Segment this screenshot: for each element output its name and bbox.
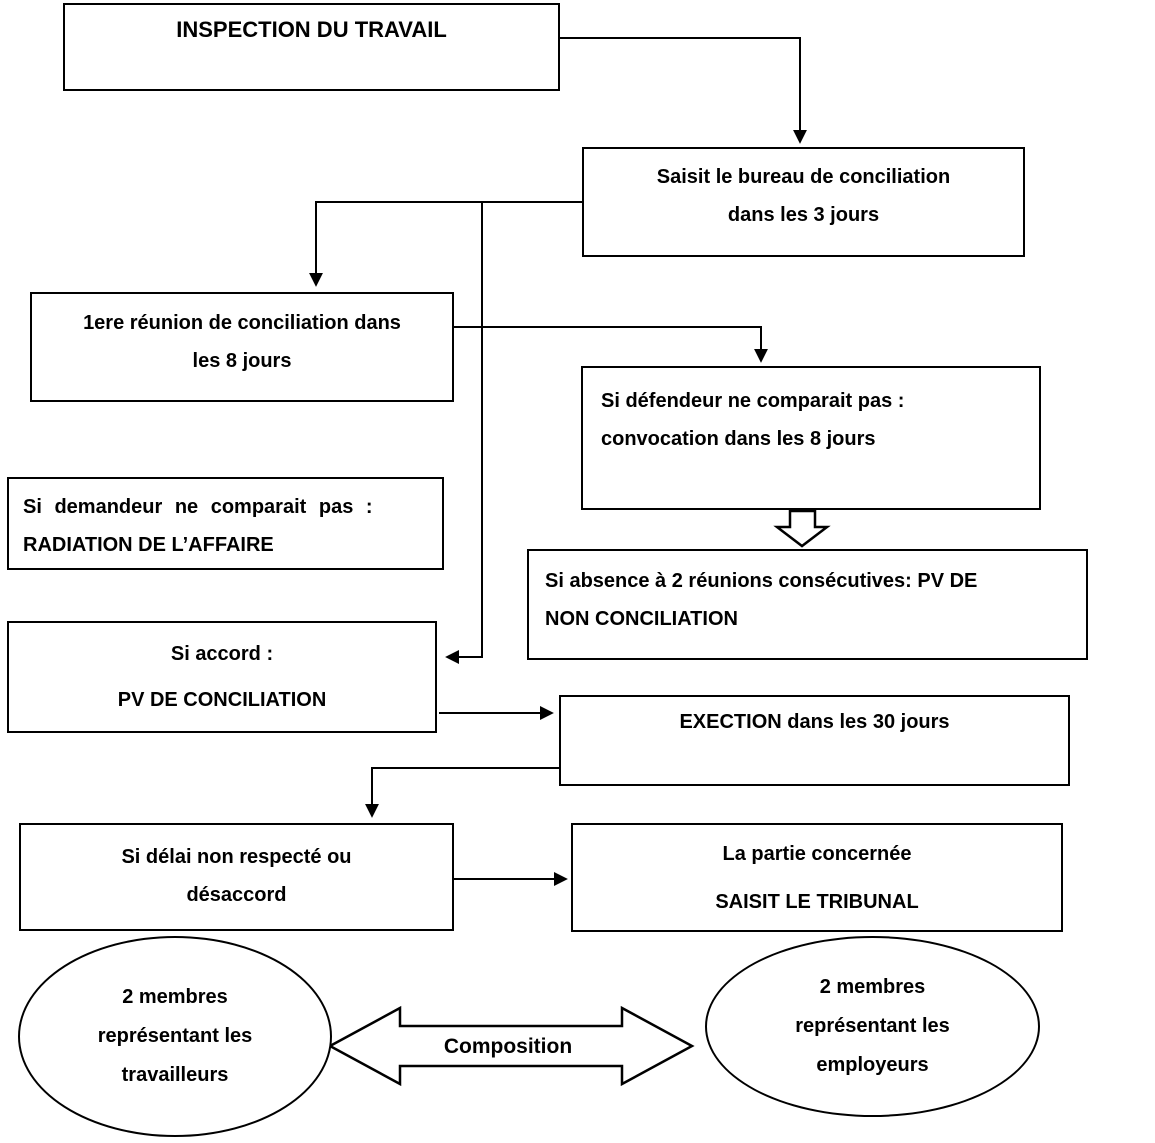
node-tribunal-line2: SAISIT LE TRIBUNAL [715, 890, 919, 913]
node-tribunal [571, 823, 1063, 932]
node-employeurs-line2: représentant les [795, 1015, 950, 1037]
arrow-bureau-to-premiere-reunion [316, 202, 582, 282]
composition-label-text: Composition [443, 1035, 573, 1058]
node-defendeur-line2: convocation dans les 8 jours [601, 428, 876, 450]
node-premiere-reunion [30, 292, 454, 402]
node-demandeur-line2: RADIATION DE L’AFFAIRE [23, 534, 274, 556]
node-tribunal-line1: La partie concernée [722, 842, 912, 865]
node-employeurs-line1: 2 membres [819, 976, 926, 998]
node-saisit-bureau-line1: Saisit le bureau de conciliation [656, 166, 951, 188]
arrow-branch-to-accord [450, 202, 482, 657]
block-arrow-defendeur-to-absence [777, 511, 827, 546]
arrow-inspection-to-bureau [560, 38, 800, 139]
node-travailleurs-line3: travailleurs [121, 1064, 229, 1086]
composition-label [408, 1035, 608, 1059]
node-demandeur [7, 477, 444, 570]
node-defendeur [581, 366, 1041, 510]
node-absence-line1: Si absence à 2 réunions consécutives: PV DE [545, 570, 978, 592]
node-demandeur-line1: Si demandeur ne comparait pas : [23, 496, 373, 518]
node-employeurs [705, 936, 1040, 1117]
node-saisit-bureau [582, 147, 1025, 257]
node-defendeur-line1: Si défendeur ne comparait pas : [601, 390, 905, 412]
node-travailleurs-line2: représentant les [97, 1025, 253, 1047]
node-accord-line1: Si accord : [170, 643, 274, 665]
node-travailleurs-line1: 2 membres [122, 986, 228, 1008]
arrow-execution-to-delai [372, 768, 559, 813]
node-saisit-bureau-line2: dans les 3 jours [727, 204, 880, 226]
node-accord-line2: PV DE CONCILIATION [117, 689, 327, 711]
node-delai-line2: désaccord [186, 884, 287, 906]
node-delai [19, 823, 454, 931]
node-delai-line1: Si délai non respecté ou [121, 846, 352, 868]
node-inspection-travail-text: INSPECTION DU TRAVAIL [176, 17, 447, 42]
node-premiere-reunion-line2: les 8 jours [192, 350, 292, 372]
node-absence [527, 549, 1088, 660]
node-execution-text: EXECTION dans les 30 jours [679, 711, 950, 733]
node-employeurs-line3: employeurs [816, 1054, 929, 1076]
node-absence-line2: NON CONCILIATION [545, 608, 738, 630]
node-execution [559, 695, 1070, 786]
arrow-premiere-reunion-to-defendeur [454, 327, 761, 358]
node-inspection-travail [63, 3, 560, 91]
node-travailleurs [18, 936, 332, 1137]
node-premiere-reunion-line1: 1ere réunion de conciliation dans [83, 312, 401, 334]
node-accord [7, 621, 437, 733]
